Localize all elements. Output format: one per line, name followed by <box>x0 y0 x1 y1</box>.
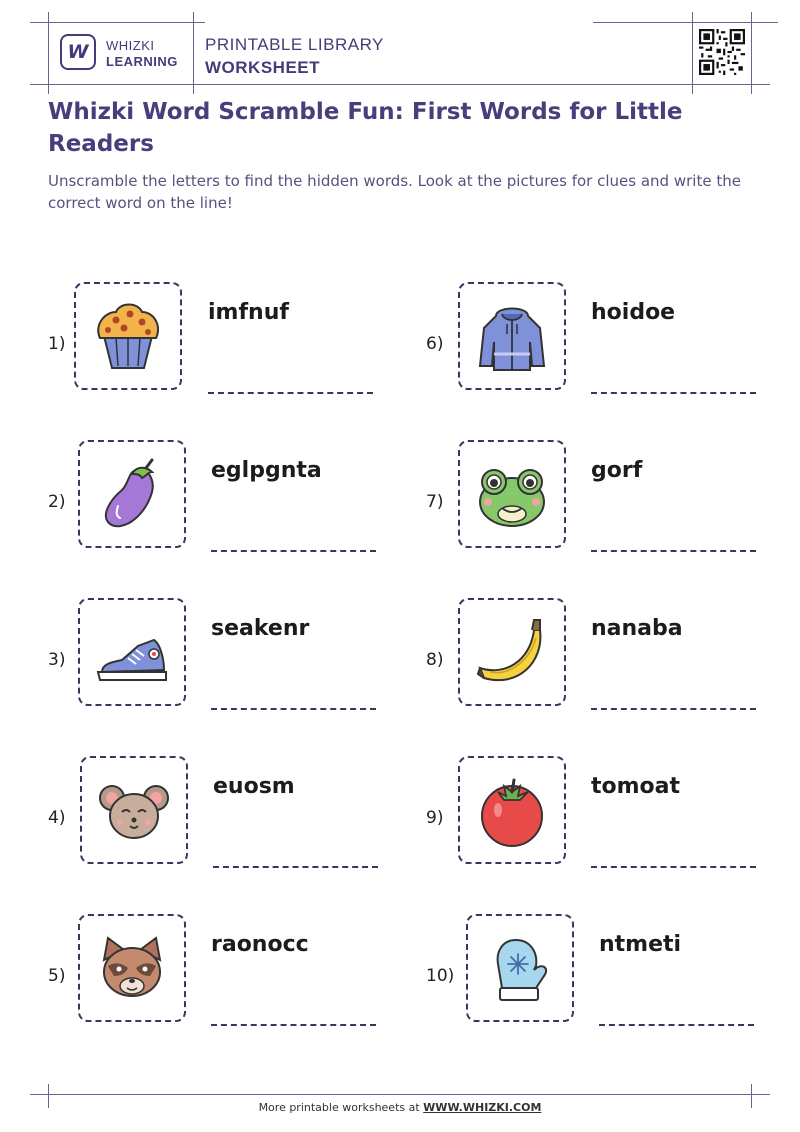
scrambled-word: hoidoe <box>591 300 676 325</box>
frog-icon <box>474 456 550 532</box>
scrambled-word: euosm <box>213 774 295 799</box>
scrambled-word: raonocc <box>211 932 309 957</box>
instructions: Unscramble the letters to find the hidden words. Look at the pictures for clues and write the correct word on the line! <box>48 172 741 212</box>
list-item <box>426 598 786 718</box>
hoodie-icon <box>474 298 550 374</box>
item-number: 4) <box>48 808 66 828</box>
item-number: 9) <box>426 808 444 828</box>
picture-frame <box>466 914 574 1022</box>
answer-line[interactable] <box>591 708 756 710</box>
scrambled-word: tomoat <box>591 774 681 799</box>
list-item <box>48 756 408 876</box>
list-item <box>48 598 408 718</box>
header-bottom-line <box>30 84 770 85</box>
answer-line[interactable] <box>208 392 373 394</box>
item-number: 8) <box>426 650 444 670</box>
answer-line[interactable] <box>599 1024 754 1026</box>
library-label: PRINTABLE LIBRARY <box>205 35 384 54</box>
picture-frame <box>458 598 566 706</box>
answer-line[interactable] <box>591 866 756 868</box>
answer-line[interactable] <box>211 1024 376 1026</box>
worksheet-label: WORKSHEET <box>205 58 320 77</box>
answer-line[interactable] <box>211 550 376 552</box>
item-number: 7) <box>426 492 444 512</box>
answer-line[interactable] <box>591 392 756 394</box>
mouse-icon <box>96 772 172 848</box>
item-number: 2) <box>48 492 66 512</box>
picture-frame <box>78 440 186 548</box>
scrambled-word: ntmeti <box>599 932 682 957</box>
item-number: 10) <box>426 966 455 986</box>
list-item <box>426 756 786 876</box>
brand-name-top: WHIZKI <box>106 38 155 53</box>
scrambled-word: nanaba <box>591 616 683 641</box>
footer-prefix: More printable worksheets at <box>258 1101 424 1114</box>
header-mid-vline <box>193 12 194 94</box>
list-item <box>426 914 786 1034</box>
whizki-logo-icon: W <box>60 34 96 70</box>
raccoon-icon <box>94 930 170 1006</box>
mitten-icon <box>482 930 558 1006</box>
footer-link[interactable]: WWW.WHIZKI.COM <box>423 1101 542 1114</box>
page-title: Whizki Word Scramble Fun: First Words for Little Readers <box>48 99 683 157</box>
list-item <box>48 440 408 560</box>
picture-frame <box>458 282 566 390</box>
answer-line[interactable] <box>213 866 378 868</box>
picture-frame <box>80 756 188 864</box>
item-number: 5) <box>48 966 66 986</box>
tomato-icon <box>474 772 550 848</box>
list-item <box>48 282 408 402</box>
scrambled-word: imfnuf <box>208 300 289 325</box>
picture-frame <box>74 282 182 390</box>
scrambled-word: gorf <box>591 458 643 483</box>
scrambled-word: seakenr <box>211 616 310 641</box>
item-number: 3) <box>48 650 66 670</box>
answer-line[interactable] <box>211 708 376 710</box>
list-item <box>48 914 408 1034</box>
list-item <box>426 282 786 402</box>
list-item <box>426 440 786 560</box>
picture-frame <box>458 440 566 548</box>
header-left-vline <box>48 12 49 94</box>
item-number: 6) <box>426 334 444 354</box>
footer-top-line <box>30 1094 770 1095</box>
header-right-vline <box>692 12 693 94</box>
header-right-vline-2 <box>751 12 752 94</box>
item-number: 1) <box>48 334 66 354</box>
brand-name-bottom: LEARNING <box>106 54 178 69</box>
header-top-line <box>30 22 205 23</box>
qr-code-icon <box>699 29 745 75</box>
picture-frame <box>78 598 186 706</box>
sneaker-icon <box>94 614 170 690</box>
eggplant-icon <box>94 456 170 532</box>
footer-text <box>0 1101 800 1114</box>
picture-frame <box>78 914 186 1022</box>
picture-frame <box>458 756 566 864</box>
answer-line[interactable] <box>591 550 756 552</box>
muffin-icon <box>90 298 166 374</box>
banana-icon <box>474 614 550 690</box>
scrambled-word: eglpgnta <box>211 458 322 483</box>
